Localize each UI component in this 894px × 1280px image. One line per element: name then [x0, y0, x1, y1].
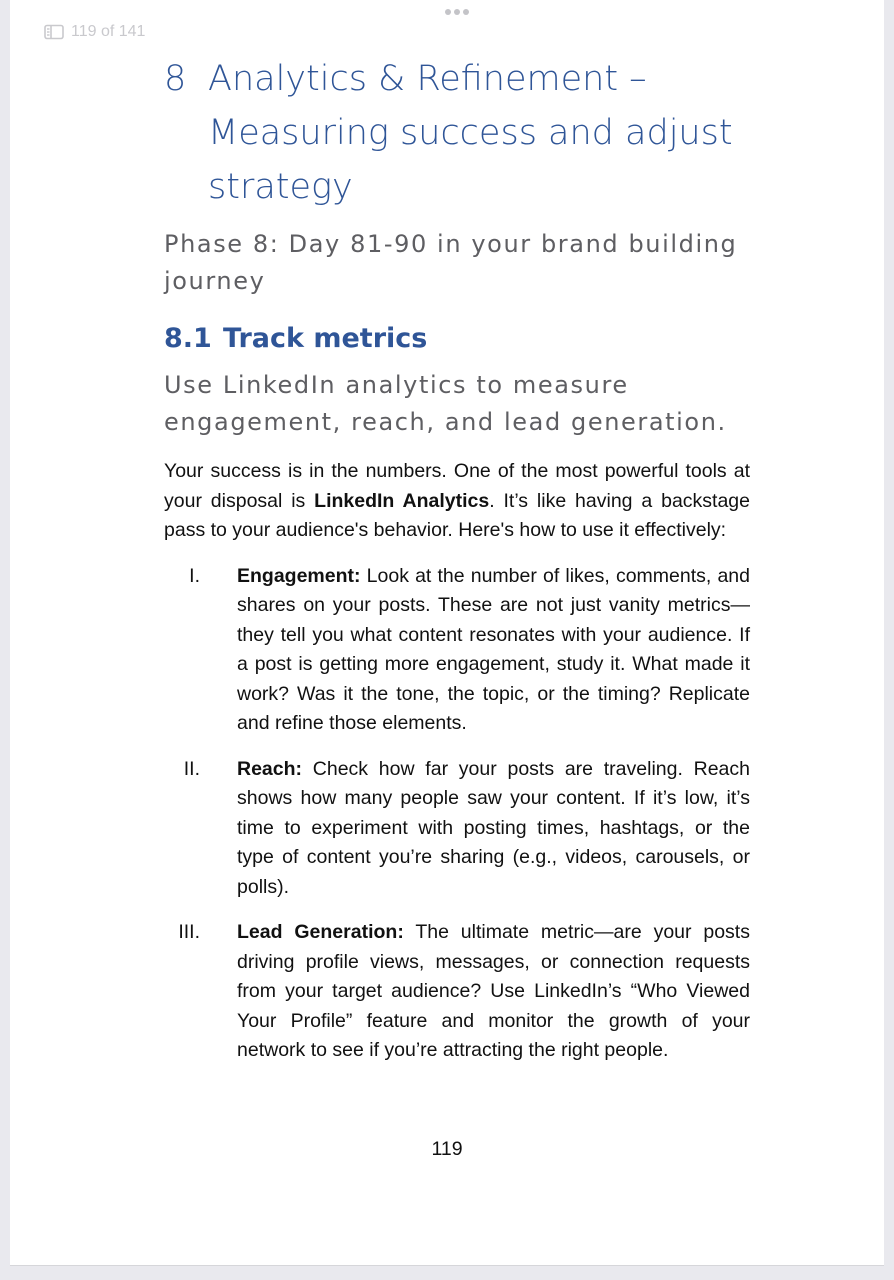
list-item-text: The ultimate metric—are your posts driving profile views, messages, or connection requests from your target audience? Use LinkedIn’s “Who Viewed Your Profile” feature and monitor the growth of your network to see if you’re attracting the right people.: [237, 921, 750, 1061]
chapter-subtitle: Phase 8: Day 81-90 in your brand building journey: [164, 230, 738, 295]
chapter-number: 8: [164, 59, 187, 99]
more-dots-icon[interactable]: [445, 9, 469, 15]
page-number: 119: [431, 1138, 463, 1160]
chapter-heading: [164, 52, 750, 214]
metrics-list: [164, 562, 750, 1066]
list-numeral: II.: [183, 757, 200, 780]
intro-bold-term: LinkedIn Analytics: [314, 489, 490, 512]
section-subtitle: Use LinkedIn analytics to measure engagement, reach, and lead generation.: [164, 371, 727, 436]
intro-text-start: Your success is in the numbers. One of the most powerful tools at your disposal is: [164, 460, 750, 512]
section-heading: [164, 321, 750, 357]
list-item-lead-generation: [164, 918, 750, 1066]
list-item-term: Lead Generation:: [237, 921, 404, 943]
list-numeral: I.: [189, 564, 200, 587]
intro-text-end: . It’s like having a backstage pass to your audience's behavior. Here's how to use it effectively:: [164, 489, 750, 541]
chapter-title: Analytics & Refinement – Measuring success and adjust strategy: [208, 59, 733, 207]
list-item-term: Reach:: [237, 757, 303, 780]
list-item-reach: [164, 755, 750, 903]
page-indicator[interactable]: [44, 23, 145, 41]
page-content: [164, 52, 750, 1082]
list-item-engagement: [164, 562, 750, 739]
list-numeral: III.: [178, 921, 200, 943]
list-item-body: [237, 562, 750, 739]
list-item-term: Engagement:: [237, 564, 361, 587]
document-page[interactable]: [10, 0, 884, 1266]
list-item-text: Look at the number of likes, comments, and shares on your posts. These are not just vanity metrics—they tell you what content resonates with your audience. If a post is getting more engagement, study it. What made it work? Was it the tone, the topic, or the timing? Replicate and refine those elements.: [237, 564, 750, 734]
list-item-text: Check how far your posts are traveling. Reach shows how many people saw your content. If it’s low, it’s time to experiment with posting times, hashtags, or the type of content you’re sharing (e.g., videos, carousels, or polls).: [237, 757, 750, 898]
section-title: Track metrics: [223, 323, 428, 354]
sidebar-icon: [44, 24, 64, 40]
section-number: 8.1: [164, 323, 212, 354]
list-item-body: [237, 755, 750, 903]
intro-paragraph: [164, 457, 750, 546]
list-item-body: [237, 918, 750, 1066]
page-indicator-label: 119 of 141: [71, 23, 146, 40]
